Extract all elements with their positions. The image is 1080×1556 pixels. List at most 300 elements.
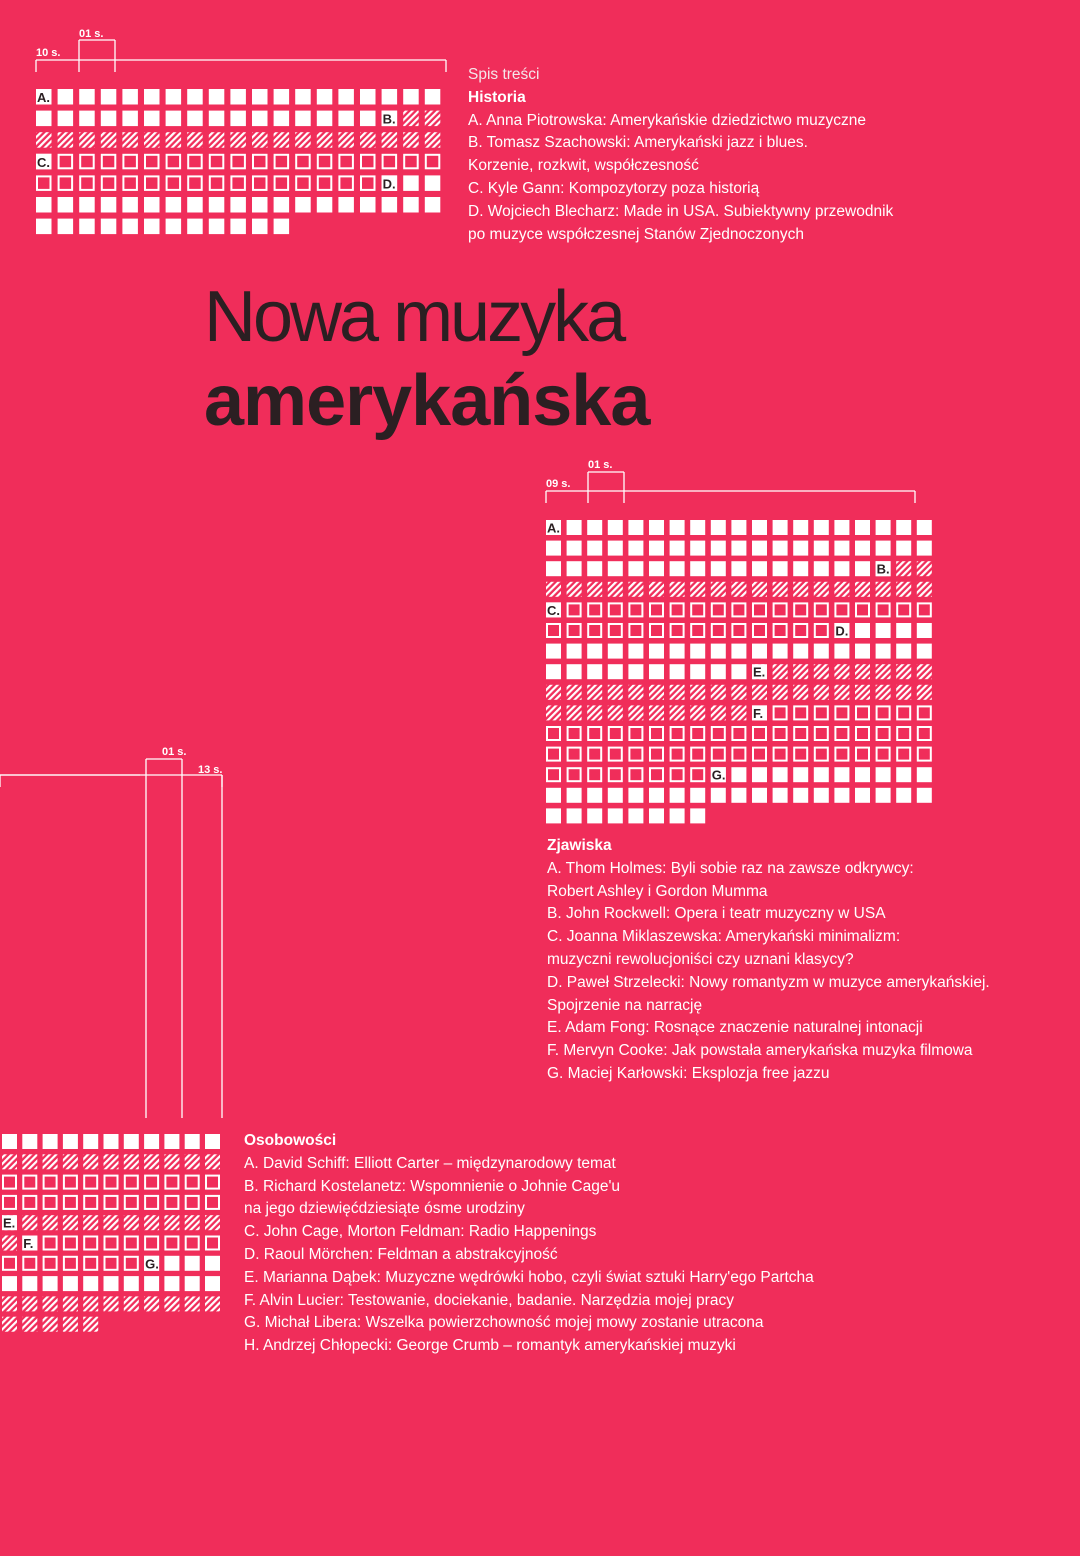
- grid-cell: [834, 582, 849, 597]
- grid-cell: [814, 561, 829, 576]
- grid-cell: [425, 197, 441, 213]
- grid-cell: [101, 89, 117, 105]
- grid-cell: [206, 1196, 219, 1209]
- grid-cell: [814, 664, 829, 679]
- grid-cell: [855, 582, 870, 597]
- toc-entry: Robert Ashley i Gordon Mumma: [547, 882, 768, 900]
- toc-entry: Korzenie, rozkwit, współczesność: [468, 157, 699, 175]
- grid-cell: [145, 1176, 158, 1189]
- grid-cell: [546, 788, 561, 803]
- grid-cell: [22, 1215, 37, 1230]
- grid-cell: [567, 808, 582, 823]
- grid-cell: [731, 788, 746, 803]
- toc-entry: A. Anna Piotrowska: Amerykańskie dziedzictwo muzyczne: [468, 111, 867, 129]
- grid-cell: [567, 685, 582, 700]
- grid-cell: [690, 582, 705, 597]
- section-heading-osobowosci: Osobowości: [244, 1132, 337, 1149]
- grid-cell: [205, 1276, 220, 1291]
- grid-cell: [896, 664, 911, 679]
- grid-cell: [690, 520, 705, 535]
- toc-entry: muzyczni rewolucjoniści czy uznani klasycy?: [547, 950, 854, 968]
- grid-cell: [296, 155, 310, 169]
- grid-cell: [3, 1176, 16, 1189]
- grid-cell: [855, 623, 870, 638]
- grid-cell: [773, 685, 788, 700]
- grid-cell: [671, 624, 684, 637]
- grid-cell: [691, 624, 704, 637]
- grid-cell: [295, 89, 311, 105]
- grid-cell: [815, 748, 828, 761]
- grid-cell: [79, 197, 95, 213]
- grid-cell: [318, 176, 332, 190]
- grid-cell: [144, 111, 160, 127]
- grid-cell: [855, 664, 870, 679]
- grid-cell: [877, 603, 890, 616]
- grid-cell: [59, 176, 73, 190]
- grid-cell: [877, 748, 890, 761]
- grid-section-label: A.: [547, 520, 560, 536]
- grid-cell: [22, 1317, 37, 1332]
- grid-cell: [918, 727, 931, 740]
- grid-cell: [793, 520, 808, 535]
- grid-cell: [649, 705, 664, 720]
- grid-cell: [3, 1196, 16, 1209]
- grid-cell: [546, 541, 561, 556]
- grid-cell: [896, 561, 911, 576]
- grid-cell: [835, 706, 848, 719]
- grid-cell: [252, 197, 268, 213]
- grid-cell: [815, 706, 828, 719]
- section-heading-zjawiska: Zjawiska: [547, 837, 612, 854]
- grid-cell: [650, 727, 663, 740]
- grid-cell: [122, 219, 137, 235]
- grid-cell: [317, 111, 333, 127]
- grid-cell: [608, 541, 623, 556]
- toc-spis-label: Spis treści: [468, 66, 540, 83]
- grid-cell: [711, 685, 726, 700]
- grid-cell: [834, 685, 849, 700]
- toc-entry: na jego dziewięćdziesiąte ósme urodziny: [244, 1200, 525, 1218]
- grid-cell: [275, 155, 289, 169]
- grid-cell: [122, 111, 137, 127]
- grid-cell: [690, 788, 705, 803]
- grid-cell: [253, 176, 267, 190]
- grid-cell: [671, 727, 684, 740]
- grid-cell: [166, 89, 182, 105]
- grid-cell: [876, 541, 891, 556]
- grid-section-label: E.: [3, 1215, 16, 1231]
- grid-cell: [144, 1296, 159, 1311]
- grid-cell: [124, 1154, 139, 1169]
- grid-cell: [711, 705, 726, 720]
- scale-total-label: 10 s.: [36, 47, 61, 59]
- grid-cell: [186, 1176, 199, 1189]
- grid-cell: [101, 111, 117, 127]
- grid-cell: [144, 132, 160, 148]
- grid-section-label: G.: [145, 1256, 159, 1272]
- grid-cell: [22, 1296, 37, 1311]
- grid-cell: [188, 155, 202, 169]
- grid-cell: [835, 748, 848, 761]
- grid-cell: [568, 624, 581, 637]
- grid-cell: [44, 1257, 57, 1270]
- grid-cell: [209, 111, 225, 127]
- grid-cell: [794, 748, 807, 761]
- grid-cell: [711, 788, 726, 803]
- grid-cell: [752, 541, 767, 556]
- grid-cell: [670, 541, 685, 556]
- grid-cell: [855, 685, 870, 700]
- grid-cell: [23, 1196, 36, 1209]
- grid-cell: [731, 520, 746, 535]
- grid-cell: [2, 1276, 17, 1291]
- toc-entry: B. Richard Kostelanetz: Wspomnienie o Johnie Cage'u: [244, 1177, 621, 1195]
- grid-cell: [187, 132, 203, 148]
- toc-entry: E. Adam Fong: Rosnące znaczenie naturalnej intonacji: [547, 1019, 923, 1037]
- scale-unit-label: 01 s.: [588, 459, 613, 471]
- grid-cell: [101, 219, 117, 235]
- grid-cell: [125, 1257, 138, 1270]
- grid-cell: [145, 1237, 158, 1250]
- grid-cell: [425, 89, 441, 105]
- grid-cell: [546, 685, 561, 700]
- grid-cell: [275, 176, 289, 190]
- toc-entry: B. Tomasz Szachowski: Amerykański jazz i blues.: [468, 134, 808, 152]
- grid-cell: [104, 1154, 119, 1169]
- grid-cell: [83, 1276, 98, 1291]
- grid-cell: [3, 1257, 16, 1270]
- grid-cell: [711, 561, 726, 576]
- grid-cell: [608, 664, 623, 679]
- grid-cell: [628, 808, 643, 823]
- grid-cell: [546, 664, 561, 679]
- grid-cell: [814, 520, 829, 535]
- toc-entry: D. Wojciech Blecharz: Made in USA. Subiektywny przewodnik: [468, 202, 894, 220]
- grid-cell: [84, 1257, 97, 1270]
- grid-cell: [876, 685, 891, 700]
- grid-cell: [63, 1215, 78, 1230]
- grid-cell: [404, 155, 418, 169]
- grid-cell: [83, 1317, 98, 1332]
- grid-cell: [274, 197, 290, 213]
- grid-cell: [587, 685, 602, 700]
- grid-cell: [773, 664, 788, 679]
- grid-cell: [855, 541, 870, 556]
- grid-cell: [44, 1176, 57, 1189]
- grid-cell: [79, 132, 95, 148]
- toc-entry: A. David Schiff: Elliott Carter – międzynarodowy temat: [244, 1154, 616, 1172]
- grid-cell: [834, 664, 849, 679]
- grid-cell: [670, 520, 685, 535]
- grid-cell: [205, 1134, 220, 1149]
- grid-cell: [79, 111, 95, 127]
- grid-cell: [774, 603, 787, 616]
- grid-cell: [608, 788, 623, 803]
- grid-cell: [711, 541, 726, 556]
- grid-cell: [165, 1196, 178, 1209]
- grid-cell: [587, 705, 602, 720]
- grid-cell: [209, 89, 225, 105]
- book-title-line1: Nowa muzyka: [204, 277, 624, 357]
- grid-cell: [628, 582, 643, 597]
- grid-cell: [608, 685, 623, 700]
- grid-cell: [338, 197, 354, 213]
- grid-cell: [649, 664, 664, 679]
- grid-cell: [650, 768, 663, 781]
- grid-cell: [425, 175, 441, 191]
- grid-cell: [711, 664, 726, 679]
- grid-cell: [773, 561, 788, 576]
- grid-cell: [2, 1236, 17, 1251]
- grid-cell: [105, 1196, 118, 1209]
- grid-cell: [752, 520, 767, 535]
- grid-cell: [588, 768, 601, 781]
- grid-cell: [124, 1134, 139, 1149]
- grid-cell: [649, 582, 664, 597]
- grid-cell: [609, 768, 622, 781]
- grid-cell: [84, 1196, 97, 1209]
- grid-cell: [588, 603, 601, 616]
- grid-cell: [22, 1134, 37, 1149]
- grid-cell: [58, 89, 74, 105]
- grid-cell: [546, 582, 561, 597]
- toc-entry: C. Kyle Gann: Kompozytorzy poza historią: [468, 179, 760, 197]
- grid-cell: [84, 1176, 97, 1189]
- grid-cell: [753, 727, 766, 740]
- grid-cell: [670, 561, 685, 576]
- grid-cell: [83, 1154, 98, 1169]
- grid-cell: [711, 582, 726, 597]
- grid-cell: [210, 155, 224, 169]
- grid-cell: [58, 219, 74, 235]
- grid-cell: [690, 541, 705, 556]
- grid-cell: [753, 624, 766, 637]
- grid-cell: [382, 197, 398, 213]
- grid-cell: [22, 1154, 37, 1169]
- grid-cell: [164, 1276, 179, 1291]
- grid-cell: [360, 197, 376, 213]
- grid-cell: [815, 727, 828, 740]
- toc-zjawiska: [547, 835, 990, 1086]
- grid-cell: [338, 132, 354, 148]
- grid-cell: [650, 603, 663, 616]
- grid-cell: [101, 132, 117, 148]
- grid-cell: [774, 748, 787, 761]
- grid-cell: [609, 624, 622, 637]
- grid-cell: [209, 219, 225, 235]
- grid-cell: [794, 624, 807, 637]
- grid-cell: [144, 1154, 159, 1169]
- grid-cell: [230, 111, 246, 127]
- grid-cell: [670, 685, 685, 700]
- grid-cell: [856, 603, 869, 616]
- grid-cell: [63, 1296, 78, 1311]
- grid-cell: [274, 111, 290, 127]
- grid-cell: [649, 541, 664, 556]
- grid-cell: [897, 603, 910, 616]
- grid-cell: [382, 132, 398, 148]
- grid-cell: [794, 706, 807, 719]
- book-title-line2: amerykańska: [204, 361, 650, 441]
- grid-cell: [670, 582, 685, 597]
- grid-cell: [360, 111, 376, 127]
- grid-cell: [43, 1154, 58, 1169]
- grid-cell: [917, 644, 932, 659]
- grid-cell: [338, 89, 354, 105]
- grid-cell: [567, 541, 582, 556]
- grid-cell: [834, 520, 849, 535]
- grid-cell: [588, 727, 601, 740]
- grid-cell: [834, 541, 849, 556]
- grid-cell: [164, 1134, 179, 1149]
- grid-cell: [567, 520, 582, 535]
- grid-cell: [877, 727, 890, 740]
- grid-cell: [670, 664, 685, 679]
- grid-cell: [164, 1154, 179, 1169]
- grid-cell: [835, 727, 848, 740]
- grid-cell: [587, 808, 602, 823]
- grid-cell: [2, 1134, 17, 1149]
- grid-cell: [105, 1176, 118, 1189]
- grid-cell: [917, 541, 932, 556]
- grid-cell: [37, 176, 51, 190]
- grid-cell: [361, 155, 375, 169]
- grid-section-label: B.: [876, 561, 890, 577]
- grid-cell: [732, 603, 745, 616]
- grid-cell: [206, 1237, 219, 1250]
- grid-cell: [876, 520, 891, 535]
- grid-cell: [317, 197, 333, 213]
- grid-cell: [144, 1276, 159, 1291]
- grid-cell: [587, 582, 602, 597]
- grid-cell: [403, 89, 419, 105]
- grid-section-label: F.: [753, 705, 764, 721]
- grid-cell: [896, 644, 911, 659]
- grid-cell: [23, 1176, 36, 1189]
- grid-cell: [814, 644, 829, 659]
- grid-cell: [690, 685, 705, 700]
- toc-entry: Spojrzenie na narrację: [547, 996, 703, 1014]
- grid-cell: [732, 624, 745, 637]
- toc-entry: A. Thom Holmes: Byli sobie raz na zawsze odkrywcy:: [547, 859, 914, 877]
- toc-historia: [468, 64, 893, 246]
- grid-cell: [36, 111, 52, 127]
- grid-cell: [773, 520, 788, 535]
- grid-cell: [690, 644, 705, 659]
- grid-cell: [876, 664, 891, 679]
- grid-cell: [855, 767, 870, 782]
- grid-cell: [629, 748, 642, 761]
- grid-cell: [403, 132, 419, 148]
- grid-cell: [230, 89, 246, 105]
- grid-cell: [124, 1215, 139, 1230]
- grid-cell: [671, 603, 684, 616]
- grid-cell: [794, 727, 807, 740]
- grid-cell: [876, 644, 891, 659]
- grid-cell: [166, 197, 182, 213]
- grid-cell: [732, 727, 745, 740]
- grid-cell: [105, 1257, 118, 1270]
- grid-cell: [670, 808, 685, 823]
- toc-entry: po muzyce współczesnej Stanów Zjednoczonych: [468, 225, 805, 243]
- grid-section-label: C.: [37, 154, 50, 170]
- grid-cell: [834, 561, 849, 576]
- grid-cell: [252, 89, 268, 105]
- grid-cell: [732, 748, 745, 761]
- grid-cell: [773, 644, 788, 659]
- grid-cell: [752, 561, 767, 576]
- grid-cell: [43, 1215, 58, 1230]
- grid-cell: [104, 1215, 119, 1230]
- grid-cell: [83, 1134, 98, 1149]
- grid-cell: [79, 219, 95, 235]
- grid-cell: [896, 685, 911, 700]
- toc-entry: F. Mervyn Cooke: Jak powstała amerykańska muzyka filmowa: [547, 1042, 973, 1060]
- grid-cell: [691, 603, 704, 616]
- grid-cell: [856, 727, 869, 740]
- grid-cell: [2, 1296, 17, 1311]
- grid-cell: [426, 155, 440, 169]
- grid-cell: [252, 132, 268, 148]
- grid-cell: [360, 89, 376, 105]
- grid-cell: [629, 768, 642, 781]
- grid-cell: [690, 561, 705, 576]
- grid-cell: [122, 197, 137, 213]
- grid-cell: [165, 1176, 178, 1189]
- toc-entry: G. Michał Libera: Wszelka powierzchowność mojej mowy zostanie utracona: [244, 1314, 764, 1332]
- grid-cell: [588, 624, 601, 637]
- grid-cell: [295, 111, 311, 127]
- grid-cell: [59, 155, 73, 169]
- grid-cell: [361, 176, 375, 190]
- grid-cell: [338, 111, 354, 127]
- grid-cell: [63, 1276, 78, 1291]
- grid-cell: [187, 219, 203, 235]
- grid-section-label: A.: [37, 90, 50, 105]
- grid-cell: [144, 219, 160, 235]
- grid-cell: [814, 685, 829, 700]
- grid-cell: [124, 1296, 139, 1311]
- grid-cell: [896, 520, 911, 535]
- toc-entry: E. Marianna Dąbek: Muzyczne wędrówki hobo, czyli świat sztuki Harry'ego Partcha: [244, 1268, 814, 1286]
- grid-cell: [209, 197, 225, 213]
- grid-cell: [125, 1196, 138, 1209]
- grid-cell: [690, 808, 705, 823]
- grid-cell: [628, 561, 643, 576]
- grid-cell: [123, 155, 136, 169]
- grid-cell: [187, 111, 203, 127]
- scale-total-label: 09 s.: [546, 478, 571, 490]
- grid-cell: [752, 685, 767, 700]
- grid-cell: [125, 1176, 138, 1189]
- grid-cell: [547, 748, 560, 761]
- grid-cell: [123, 176, 136, 190]
- grid-cell: [546, 705, 561, 720]
- grid-cell: [917, 623, 932, 638]
- grid-cell: [274, 132, 290, 148]
- section-heading-historia: Historia: [468, 88, 526, 106]
- grid-cell: [317, 89, 333, 105]
- toc-entry: C. John Cage, Morton Feldman: Radio Happenings: [244, 1223, 597, 1241]
- grid-cell: [671, 748, 684, 761]
- grid-cell: [58, 197, 74, 213]
- grid-cell: [43, 1134, 58, 1149]
- toc-entry: D. Paweł Strzelecki: Nowy romantyzm w muzyce amerykańskiej.: [547, 973, 990, 991]
- grid-cell: [79, 89, 95, 105]
- grid-cell: [101, 197, 117, 213]
- toc-entry: C. Joanna Miklaszewska: Amerykański minimalizm:: [547, 928, 901, 946]
- grid-cell: [876, 767, 891, 782]
